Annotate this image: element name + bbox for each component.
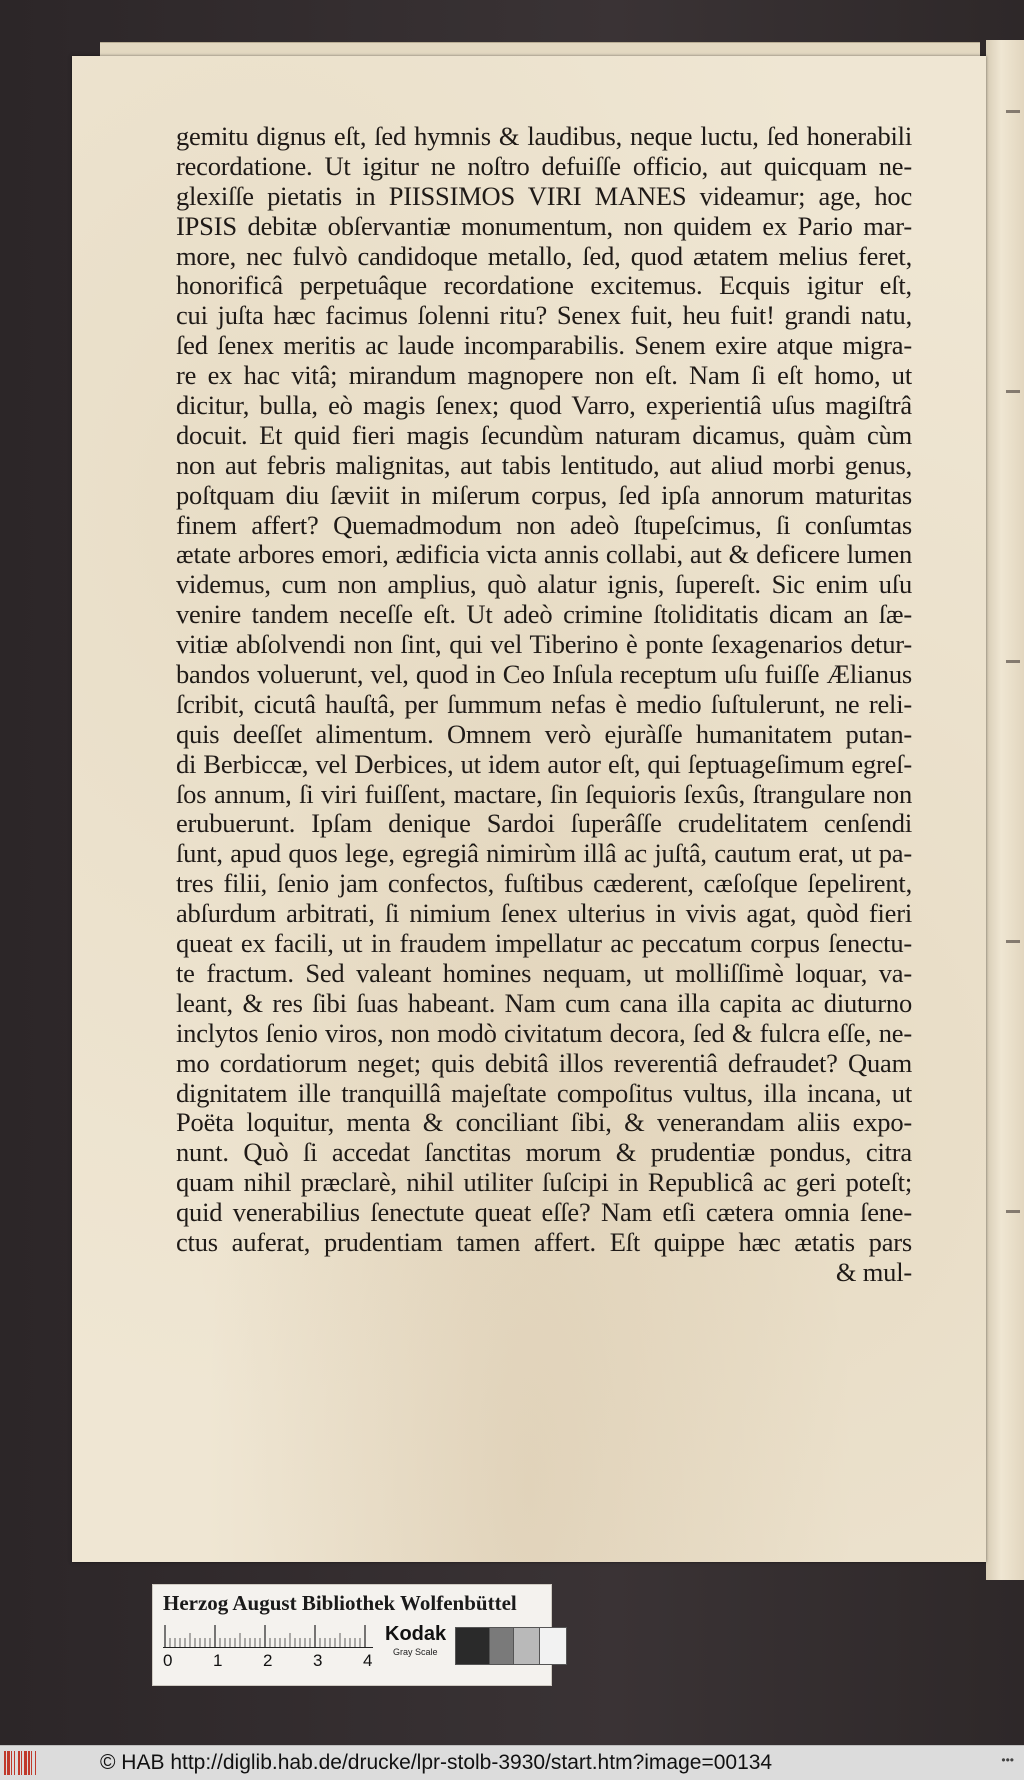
text-line: mo cordatiorum neget; quis debitâ illos reverentiâ defraudet? Quam (176, 1048, 912, 1078)
catchword: & mul- (835, 1257, 912, 1287)
text-line: bandos voluerunt, vel, quod in Ceo Inſula receptum uſu fuiſſe Ælianus (176, 660, 912, 690)
text-line: recordatione. Ut igitur ne noſtro defuiſſe officio, aut quicquam ne- (176, 151, 912, 181)
ruler-number: 1 (213, 1651, 223, 1670)
barcode-bar (4, 1751, 6, 1775)
color-reference-card (152, 1584, 552, 1686)
leaf-mark (1006, 390, 1020, 393)
text-line: quam nihil præclarè, nihil utiliter ſuſcipi in Republicâ ac geri poteſt; (176, 1168, 912, 1198)
text-line: ætate arbores emori, ædificia victa annis collabi, aut & deficere lumen (176, 540, 912, 570)
barcode-bar (18, 1751, 20, 1775)
text-line: ſed ſenex meritis ac laude incomparabilis. Senem exire atque migra- (176, 331, 912, 361)
text-line: te fractum. Sed valeant homines nequam, ut molliſſimè loquar, va- (176, 958, 912, 988)
text-line: non aut febris malignitas, aut tabis lentitudo, aut aliud morbi genus, (176, 450, 912, 480)
leaf-mark (1006, 1210, 1020, 1213)
ruler-numbers (163, 1651, 393, 1673)
leaf-mark (1006, 110, 1020, 113)
ruler-number: 4 (363, 1651, 373, 1670)
text-line: di Berbiccæ, vel Derbices, ut idem autor eſt, qui ſeptuageſimum egreſ- (176, 749, 912, 779)
status-bar (0, 1745, 1024, 1780)
text-line: ſcribit, cicutâ hauſtâ, per ſummum nefas è medio ſuſtulerunt, ne reli- (176, 689, 912, 719)
text-line: vitiæ abſolvendi non ſint, qui vel Tiberino è ponte ſexagenarios detur- (176, 630, 912, 660)
text-line: queat ex facili, ut in fraudem impellatur ac peccatum corpus ſenectu- (176, 929, 912, 959)
ruler-number: 0 (163, 1651, 173, 1670)
leaf-mark (1006, 940, 1020, 943)
leaf-mark (1006, 660, 1020, 663)
text-line: ſunt, apud quos lege, egregiâ nimirùm illâ ac juſtâ, cautum erat, ut pa- (176, 839, 912, 869)
text-line: docuit. Et quid fieri magis ſecundùm naturam dicamus, quàm cùm (176, 420, 912, 450)
gray-swatch (455, 1627, 491, 1665)
text-line: gemitu dignus eſt, ſed hymnis & laudibus, neque luctu, ſed honerabili (176, 122, 912, 151)
gray-scale-label: Gray Scale (393, 1647, 438, 1657)
text-line: nunt. Quò ſi accedat ſanctitas morum & prudentiæ pondus, citra (176, 1138, 912, 1168)
text-line: poſtquam diu ſæviit in miſerum corpus, ſed ipſa annorum maturitas (176, 480, 912, 510)
text-line: ſos annum, ſi viri fuiſſent, mactare, ſin ſequioris ſexûs, ſtrangulare non (176, 779, 912, 809)
text-line: dicitur, bulla, eò magis ſenex; quod Varro, experientiâ uſus magiſtrâ (176, 391, 912, 421)
text-line: glexiſſe pietatis in PIISSIMOS VIRI MANES videamur; age, hoc (176, 181, 912, 211)
ruler-number: 2 (263, 1651, 273, 1670)
barcode-bar (28, 1751, 30, 1775)
ruler-scale (163, 1625, 373, 1648)
barcode-bar (35, 1751, 36, 1775)
barcode-bar (14, 1751, 15, 1775)
text-line: quid venerabilius ſenectute queat eſſe? Nam etſi cætera omnia ſene- (176, 1198, 912, 1228)
text-line: videmus, cum non amplius, quò alatur ignis, ſupereſt. Sic enim uſu (176, 570, 912, 600)
text-line: venire tandem neceſſe eſt. Ut adeò crimine ſtoliditatis dicam an ſæ- (176, 600, 912, 630)
text-line: inclytos ſenio viros, non modò civitatum decora, ſed & fulcra eſſe, ne- (176, 1018, 912, 1048)
source-url[interactable]: © HAB http://diglib.hab.de/drucke/lpr-stolb-3930/start.htm?image=00134 (100, 1751, 773, 1774)
text-line: tres filii, ſenio jam confectos, fuſtibus cæderent, cæſoſque ſepelirent, (176, 869, 912, 899)
barcode-bar (7, 1751, 10, 1775)
text-line: honorificâ perpetuâque recordatione excitemus. Ecquis igitur eſt, (176, 271, 912, 301)
text-line: IPSIS debitæ obſervantiæ monumentum, non quidem ex Pario mar- (176, 211, 912, 241)
barcode-bar (21, 1751, 22, 1775)
gray-swatch (513, 1627, 541, 1665)
text-line: more, nec fulvò candidoque metallo, ſed, quod ætatem melius feret, (176, 241, 912, 271)
kodak-logo: Kodak (385, 1623, 447, 1645)
gray-swatch (539, 1627, 567, 1665)
text-line: erubuerunt. Ipſam denique Sardoi ſuperâſſe crudelitatem cenſendi (176, 809, 912, 839)
gray-swatch (489, 1627, 515, 1665)
barcode-bar (31, 1751, 32, 1775)
text-line: Poëta loquitur, menta & conciliant ſibi, & venerandam aliis expo- (176, 1108, 912, 1138)
text-line: ctus auferat, prudentiam tamen affert. Eſt quippe hæc ætatis pars (176, 1227, 912, 1257)
barcode-icon (4, 1751, 48, 1775)
text-line: dignitatem ille tranquillâ majeſtate compoſitus vultus, illa incana, ut (176, 1078, 912, 1108)
text-line: finem affert? Quemadmodum non adeò ſtupeſcimus, ſi conſumtas (176, 510, 912, 540)
institution-label: Herzog August Bibliothek Wolfenbüttel (163, 1591, 517, 1615)
more-dots-icon[interactable]: ••• (1001, 1753, 1014, 1767)
barcode-bar (11, 1751, 12, 1775)
text-line: cui juſta hæc facimus ſolenni ritu? Senex fuit, heu fuit! grandi natu, (176, 301, 912, 331)
barcode-bar (24, 1751, 27, 1775)
text-line: quis deeſſet alimentum. Omnem verò ejuràſſe humanitatem putan- (176, 719, 912, 749)
text-line: re ex hac vitâ; mirandum magnopere non eſt. Nam ſi eſt homo, ut (176, 361, 912, 391)
text-line: abſurdum arbitrati, ſi nimium ſenex ulterius in vivis agat, quòd fieri (176, 899, 912, 929)
ruler-number: 3 (313, 1651, 323, 1670)
page-text (176, 122, 912, 1288)
adjacent-leaf-edge (986, 40, 1024, 1580)
text-line: leant, & res ſibi ſuas habeant. Nam cum cana illa capita ac diuturno (176, 988, 912, 1018)
